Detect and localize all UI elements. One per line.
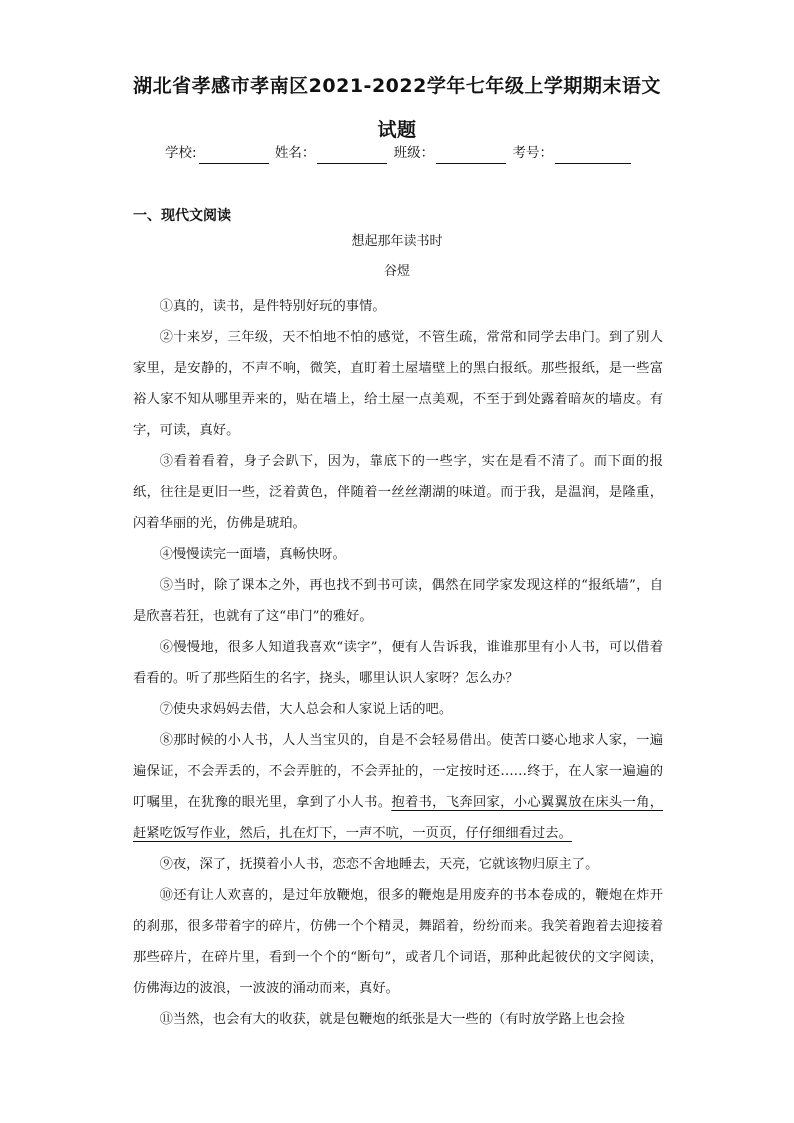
paragraph: ⑪当然，也会有大的收获，就是包鞭炮的纸张是大一些的（有时放学路上也会捡 bbox=[159, 1012, 625, 1027]
article-body bbox=[133, 291, 663, 1035]
paragraph: ⑩还有让人欢喜的，是过年放鞭炮，很多的鞭炮是用废弃的书本卷成的，鞭炮在炸开的刹那，很多带着字的碎片，仿佛一个个精灵，舞蹈着，纷纷而来。我笑着跑着去迎接着那些碎片，在碎片里，看到一个个的“断句”，或者几个词语，那种此起彼伏的文字阅读，仿佛海边的波浪，一波波的涌动而来，真好。 bbox=[133, 888, 663, 996]
paragraph-text: ⑧那时候的小人书，人人当宝贝的，自是不会轻易借出。使苦口婆心地求人家，一遍遍保证，不会弄丢的，不会弄脏的，不会弄扯的，一定按时还……终于，在人家一遍遍的叮嘱里，在犹豫的眼光里，拿到了小人书。 bbox=[133, 733, 663, 810]
paragraph: ⑥慢慢地，很多人知道我喜欢“读字”，便有人告诉我，谁谁那里有小人书，可以借着看看的。听了那些陌生的名字，挠头，哪里认识人家呀？怎么办？ bbox=[133, 640, 663, 686]
paragraph: ③看着看着，身子会趴下，因为，靠底下的一些字，实在是看不清了。而下面的报纸，往往是更旧一些，泛着黄色，伴随着一丝丝潮湖的味道。而于我，是温润，是隆重，闪着华丽的光，仿佛是琥珀。 bbox=[133, 454, 663, 531]
article-author: 谷煜 bbox=[383, 264, 410, 279]
class-blank[interactable] bbox=[436, 147, 506, 164]
name-blank[interactable] bbox=[317, 147, 387, 164]
class-label: 班级： bbox=[393, 145, 435, 161]
underlined-sentence: 抱着书，飞奔回家，小心翼翼放在床头一角，赶紧吃饭写作业，然后，扎在灯下，一声不吭，一页页，仔仔细细看过去。 bbox=[133, 795, 664, 841]
school-blank[interactable] bbox=[199, 147, 269, 164]
paragraph: ④慢慢读完一面墙，真畅快呀。 bbox=[159, 547, 346, 562]
title-line-1: 湖北省孝感市孝南区2021-2022学年七年级上学期期末语文 bbox=[133, 75, 661, 97]
student-info-row bbox=[0, 142, 794, 164]
name-label: 姓名： bbox=[274, 145, 316, 161]
paragraph: ⑨夜，深了，抚摸着小人书，恋恋不舍地睡去，天亮，它就该物归原主了。 bbox=[159, 857, 599, 872]
paragraph: ①真的，读书，是件特别好玩的事情。 bbox=[159, 299, 386, 314]
paragraph: ②十来岁，三年级，天不怕地不怕的感觉，不管生疏，常常和同学去串门。到了别人家里，是安静的，不声不响，微笑，直盯着土屋墙壁上的黑白报纸。那些报纸，是一些富裕人家不知从哪里弄来的，贴在墙上，给土屋一点美观，不至于到处露着暗灰的墙皮。有字，可读，真好。 bbox=[133, 330, 663, 438]
number-label: 考号： bbox=[512, 145, 553, 161]
paragraph: ⑦使央求妈妈去借，大人总会和人家说上话的吧。 bbox=[159, 702, 453, 717]
school-label: 学校: bbox=[165, 145, 197, 161]
section-heading: 一、现代文阅读 bbox=[133, 208, 231, 224]
article-title: 想起那年读书时 bbox=[351, 234, 443, 249]
paragraph bbox=[133, 725, 663, 849]
title-line-2: 试题 bbox=[377, 119, 417, 141]
paragraph: ⑤当时，除了课本之外，再也找不到书可读，偶然在同学家发现这样的“报纸墙”，自是欣喜若狂，也就有了这“串门”的雅好。 bbox=[133, 578, 663, 624]
document-title bbox=[100, 64, 694, 152]
number-blank[interactable] bbox=[555, 147, 631, 164]
